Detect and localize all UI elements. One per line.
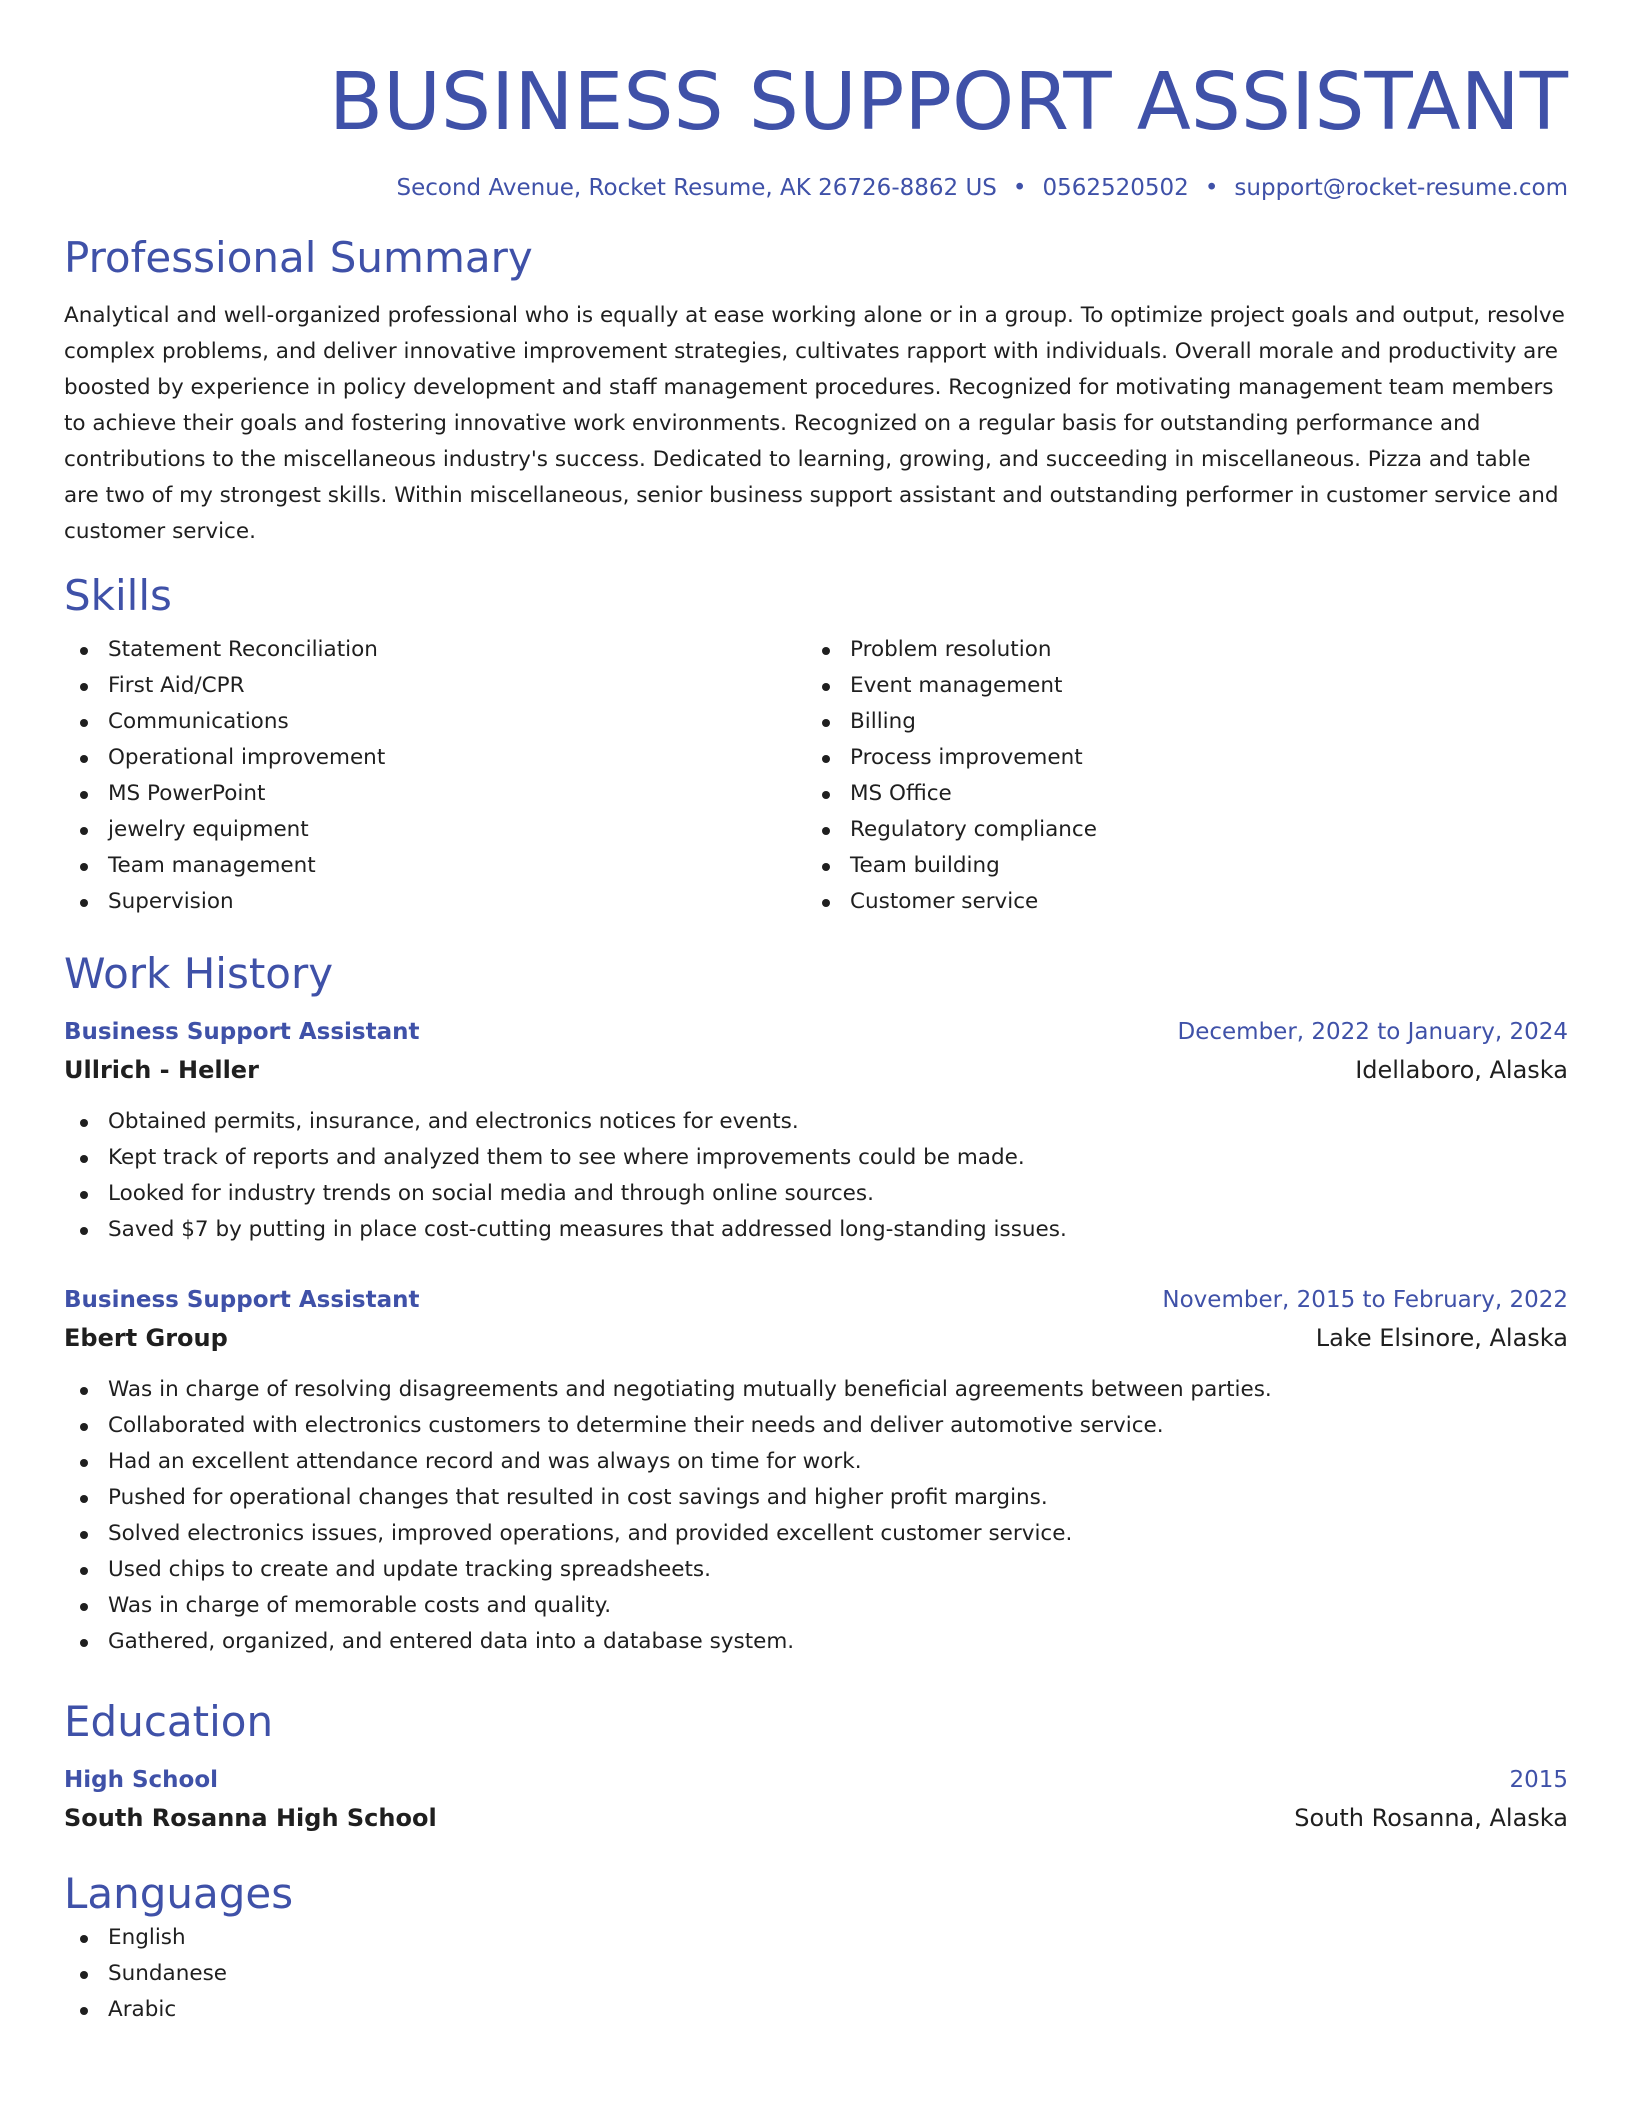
skill-item: Team management: [64, 848, 806, 884]
language-item: Sundanese: [64, 1956, 1568, 1992]
job-bullets: [64, 1104, 1568, 1248]
job-bullet: Obtained permits, insurance, and electronics notices for events.: [64, 1104, 1568, 1140]
contact-email[interactable]: support@rocket-resume.com: [1234, 175, 1568, 201]
job-bullet: Looked for industry trends on social media and through online sources.: [64, 1176, 1568, 1212]
contact-line: [64, 172, 1568, 204]
job-title: Business Support Assistant: [64, 1019, 420, 1045]
skill-item: MS Office: [806, 776, 1548, 812]
education-location: South Rosanna, Alaska: [1294, 1804, 1568, 1832]
job-location: Idellaboro, Alaska: [1355, 1056, 1568, 1084]
job-location: Lake Elsinore, Alaska: [1315, 1324, 1568, 1352]
contact-phone: 0562520502: [1042, 175, 1189, 201]
work-history-section-title: Work History: [64, 949, 334, 998]
job-company: Ullrich - Heller: [64, 1056, 259, 1084]
skill-item: Regulatory compliance: [806, 812, 1548, 848]
skill-item: MS PowerPoint: [64, 776, 806, 812]
job-bullet: Had an excellent attendance record and was always on time for work.: [64, 1444, 1568, 1480]
resume-page: [64, 0, 1568, 2028]
skill-item: Billing: [806, 704, 1548, 740]
job-bullet: Kept track of reports and analyzed them to see where improvements could be made.: [64, 1140, 1568, 1176]
education-school-row: [64, 1798, 1568, 1838]
skill-item: Customer service: [806, 884, 1548, 920]
job-entry: [64, 1014, 1568, 1248]
job-bullet: Was in charge of memorable costs and quality.: [64, 1588, 1568, 1624]
skill-item: Operational improvement: [64, 740, 806, 776]
skill-item: Process improvement: [806, 740, 1548, 776]
skill-item: Supervision: [64, 884, 806, 920]
languages-list: [64, 1920, 1568, 2028]
job-bullet: Saved $7 by putting in place cost-cutting measures that addressed long-standing issues.: [64, 1212, 1568, 1248]
job-bullet: Used chips to create and update tracking spreadsheets.: [64, 1552, 1568, 1588]
language-item: English: [64, 1920, 1568, 1956]
job-dates: November, 2015 to February, 2022: [1162, 1287, 1568, 1313]
skill-item: First Aid/CPR: [64, 668, 806, 704]
resume-name-heading: BUSINESS SUPPORT ASSISTANT: [328, 56, 1568, 148]
job-bullet: Was in charge of resolving disagreements and negotiating mutually beneficial agreements between parties.: [64, 1372, 1568, 1408]
education-year: 2015: [1509, 1767, 1568, 1793]
education-section-title: Education: [64, 1697, 274, 1746]
skill-item: Team building: [806, 848, 1548, 884]
contact-separator: •: [1204, 175, 1219, 201]
job-entry: [64, 1282, 1568, 1660]
contact-address: Second Avenue, Rocket Resume, AK 26726-8862 US: [396, 175, 997, 201]
skills-section-title: Skills: [64, 571, 172, 620]
job-bullet: Solved electronics issues, improved operations, and provided excellent customer service.: [64, 1516, 1568, 1552]
skill-item: jewelry equipment: [64, 812, 806, 848]
job-header-row: [64, 1014, 1568, 1050]
job-company-row: [64, 1050, 1568, 1090]
job-bullet: Collaborated with electronics customers to determine their needs and deliver automotive service.: [64, 1408, 1568, 1444]
summary-text: Analytical and well-organized professional who is equally at ease working alone or in a group. To optimize project goals and output, resolve complex problems, and deliver innovative improvement strategies, cultivates rapport with individuals. Overall morale and productivity are boosted by experience in policy development and staff management procedures. Recognized for motivating management team members to achieve their goals and fostering innovative work environments. Recognized on a regular basis for outstanding performance and contributions to the miscellaneous industry's success. Dedicated to learning, growing, and succeeding in miscellaneous. Pizza and table are two of my strongest skills. Within miscellaneous, senior business support assistant and outstanding performer in customer service and customer service.: [64, 303, 1565, 544]
job-bullet: Gathered, organized, and entered data into a database system.: [64, 1624, 1568, 1660]
job-title: Business Support Assistant: [64, 1287, 420, 1313]
job-company: Ebert Group: [64, 1324, 228, 1352]
skill-item: Communications: [64, 704, 806, 740]
education-entry: [64, 1762, 1568, 1838]
skill-item: Event management: [806, 668, 1548, 704]
languages-section-title: Languages: [64, 1869, 294, 1918]
job-company-row: [64, 1318, 1568, 1358]
education-degree: High School: [64, 1767, 219, 1793]
education-header-row: [64, 1762, 1568, 1798]
job-bullet: Pushed for operational changes that resulted in cost savings and higher profit margins.: [64, 1480, 1568, 1516]
education-school: South Rosanna High School: [64, 1804, 437, 1832]
skills-list: [64, 632, 1568, 920]
skills-column-left: [64, 632, 806, 920]
job-dates: December, 2022 to January, 2024: [1177, 1019, 1568, 1045]
contact-separator: •: [1012, 175, 1027, 201]
job-header-row: [64, 1282, 1568, 1318]
skill-item: Statement Reconciliation: [64, 632, 806, 668]
skill-item: Problem resolution: [806, 632, 1548, 668]
job-bullets: [64, 1372, 1568, 1660]
summary-section-title: Professional Summary: [64, 233, 533, 282]
language-item: Arabic: [64, 1992, 1568, 2028]
skills-column-right: [806, 632, 1548, 920]
